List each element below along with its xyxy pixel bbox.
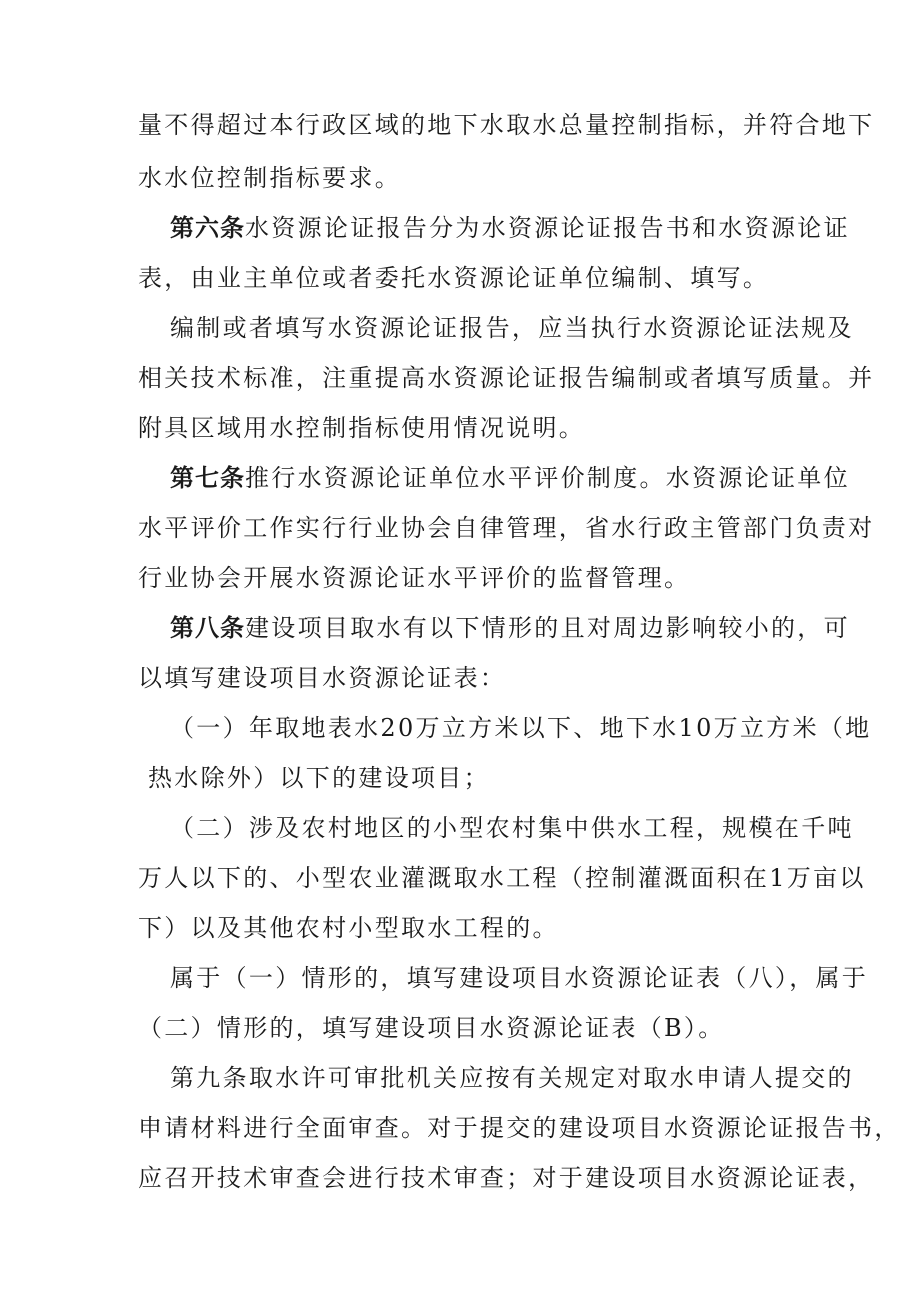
- line-text: （二）涉及农村地区的小型农村集中供水工程，规模在千吨: [170, 814, 854, 842]
- article-7-heading-line: [170, 463, 850, 493]
- line-text: 申请材料进行全面审查。对于提交的建设项目水资源论证报告书，: [138, 1114, 901, 1142]
- text-line: [138, 263, 788, 293]
- line-text: （一）年取地表水20万立方米以下、地下水10万立方米（地: [170, 714, 872, 742]
- text-line: [138, 563, 788, 593]
- line-text: 水平评价工作实行行业协会自律管理，省水行政主管部门负责对: [138, 514, 875, 542]
- line-text: 量不得超过本行政区域的地下水取水总量控制指标，并符合地下: [138, 111, 875, 139]
- line-text: 热水除外）以下的建设项目；: [148, 764, 490, 792]
- line-text: 附具区域用水控制指标使用情况说明。: [138, 414, 586, 442]
- article-8-heading-line: [170, 613, 850, 643]
- line-text: 万人以下的、小型农业灌溉取水工程（控制灌溉面积在1万亩以: [138, 864, 866, 892]
- text-line: [138, 363, 875, 393]
- text-line: [138, 663, 788, 693]
- text-line: [170, 713, 872, 743]
- line-text: （二）情形的，填写建设项目水资源论证表（B）。: [138, 1014, 725, 1042]
- text-line: [138, 413, 788, 443]
- line-text: 水水位控制指标要求。: [138, 164, 401, 192]
- text-line: [170, 963, 869, 993]
- article-number: 第八条: [170, 613, 245, 642]
- text-line: [138, 913, 788, 943]
- line-text: 第九条取水许可审批机关应按有关规定对取水申请人提交的: [170, 1064, 854, 1092]
- text-line: [138, 513, 875, 543]
- text-line: [138, 1013, 788, 1043]
- text-line: [170, 813, 854, 843]
- line-text: 表，由业主单位或者委托水资源论证单位编制、填写。: [138, 264, 770, 292]
- line-text: 属于（一）情形的，填写建设项目水资源论证表（八），属于: [170, 964, 869, 992]
- line-text: 建设项目取水有以下情形的且对周边影响较小的，可: [245, 614, 850, 642]
- text-line: [170, 1063, 854, 1093]
- article-6-heading-line: [170, 213, 850, 243]
- article-number: 第六条: [170, 213, 245, 242]
- article-number: 第七条: [170, 463, 245, 492]
- text-line: [138, 110, 875, 140]
- text-line: [138, 1113, 901, 1143]
- line-text: 行业协会开展水资源论证水平评价的监督管理。: [138, 564, 691, 592]
- text-line: [170, 313, 854, 343]
- text-line: [148, 763, 788, 793]
- line-text: 水资源论证报告分为水资源论证报告书和水资源论证: [245, 214, 850, 242]
- line-text: 应召开技术审查会进行技术审查；对于建设项目水资源论证表，: [138, 1164, 875, 1192]
- line-text: 下）以及其他农村小型取水工程的。: [138, 914, 559, 942]
- text-line: [138, 863, 866, 893]
- line-text: 编制或者填写水资源论证报告，应当执行水资源论证法规及: [170, 314, 854, 342]
- text-line: [138, 1163, 875, 1193]
- text-line: [138, 163, 788, 193]
- line-text: 以填写建设项目水资源论证表：: [138, 664, 507, 692]
- line-text: 相关技术标准，注重提高水资源论证报告编制或者填写质量。并: [138, 364, 875, 392]
- line-text: 推行水资源论证单位水平评价制度。水资源论证单位: [245, 464, 850, 492]
